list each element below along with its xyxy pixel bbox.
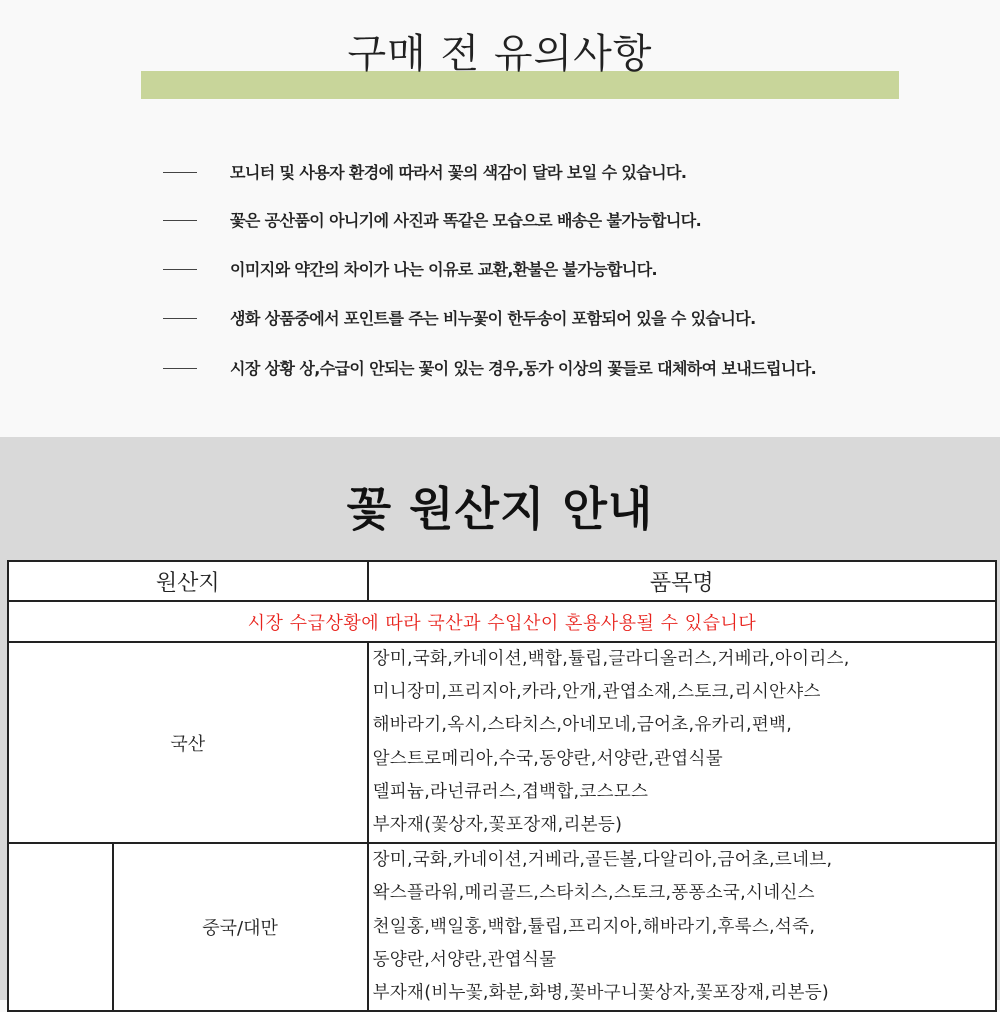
origin-title: 꽃 원산지 안내: [346, 482, 654, 536]
item-line: 델피늄,라넌큐러스,겹백합,코스모스: [372, 781, 649, 802]
item-line: 왁스플라워,메리골드,스타치스,스토크,퐁퐁소국,시네신스: [372, 883, 815, 904]
flower-origin-section: [0, 437, 1000, 1004]
notice-item: [0, 198, 1000, 238]
mixed-use-notice-row: [8, 601, 996, 642]
item-line: 장미,국화,카네이션,거베라,골든볼,다알리아,금어초,르네브,: [372, 850, 833, 871]
items-domestic: [368, 642, 996, 843]
item-line: 장미,국화,카네이션,백합,튤립,글라디올러스,거베라,아이리스,: [372, 649, 850, 669]
notice-text: 모니터 및 사용자 환경에 따라서 꽃의 색감이 달라 보일 수 있습니다.: [230, 163, 687, 182]
table-row: [8, 642, 996, 843]
purchase-notice-section: [0, 0, 1000, 437]
table-header-row: [8, 561, 996, 601]
header-items: 품목명: [368, 561, 996, 601]
region-china-taiwan: 중국/대만: [113, 843, 368, 1011]
notice-text: 이미지와 약간의 차이가 나는 이유로 교환,환불은 불가능합니다.: [230, 260, 658, 279]
import-group-cell: [8, 843, 113, 1011]
dash-icon: [163, 172, 197, 173]
notice-item: [0, 247, 1000, 287]
item-line: 부자재(비누꽃,화분,화병,꽃바구니꽃상자,꽃포장재,리본등): [372, 983, 830, 1004]
item-line: 미니장미,프리지아,카라,안개,관엽소재,스토크,리시안샤스: [372, 682, 821, 703]
notice-item: [0, 150, 1000, 190]
item-line: 천일홍,백일홍,백합,튤립,프리지아,해바라기,후룩스,석죽,: [372, 916, 816, 937]
items-imported: [368, 843, 996, 1011]
notice-text: 시장 상황 상,수급이 안되는 꽃이 있는 경우,동가 이상의 꽃들로 대체하여 보내드립니다.: [230, 359, 817, 378]
notice-title: 구매 전 유의사항: [347, 31, 653, 77]
item-line: 동양란,서양란,관엽식물: [372, 949, 557, 970]
origin-table: [7, 560, 997, 1012]
dash-icon: [163, 220, 197, 221]
notice-text: 꽃은 공산품이 아니기에 사진과 똑같은 모습으로 배송은 불가능합니다.: [230, 211, 702, 230]
notice-item: [0, 346, 1000, 386]
dash-icon: [163, 368, 197, 369]
item-line: 부자재(꽃상자,꽃포장재,리본등): [372, 815, 623, 836]
header-origin: 원산지: [8, 561, 368, 601]
dash-icon: [163, 318, 197, 319]
table-row: [8, 843, 996, 1011]
item-line: 해바라기,옥시,스타치스,아네모네,금어초,유카리,편백,: [372, 715, 793, 736]
mixed-use-notice: 시장 수급상황에 따라 국산과 수입산이 혼용사용될 수 있습니다: [8, 601, 996, 642]
item-line: 알스트로메리아,수국,동양란,서양란,관엽식물: [372, 748, 723, 769]
dash-icon: [163, 269, 197, 270]
notice-item: [0, 296, 1000, 336]
notice-text: 생화 상품중에서 포인트를 주는 비누꽃이 한두송이 포함되어 있을 수 있습니다.: [230, 309, 756, 328]
region-domestic: 국산: [8, 642, 368, 843]
